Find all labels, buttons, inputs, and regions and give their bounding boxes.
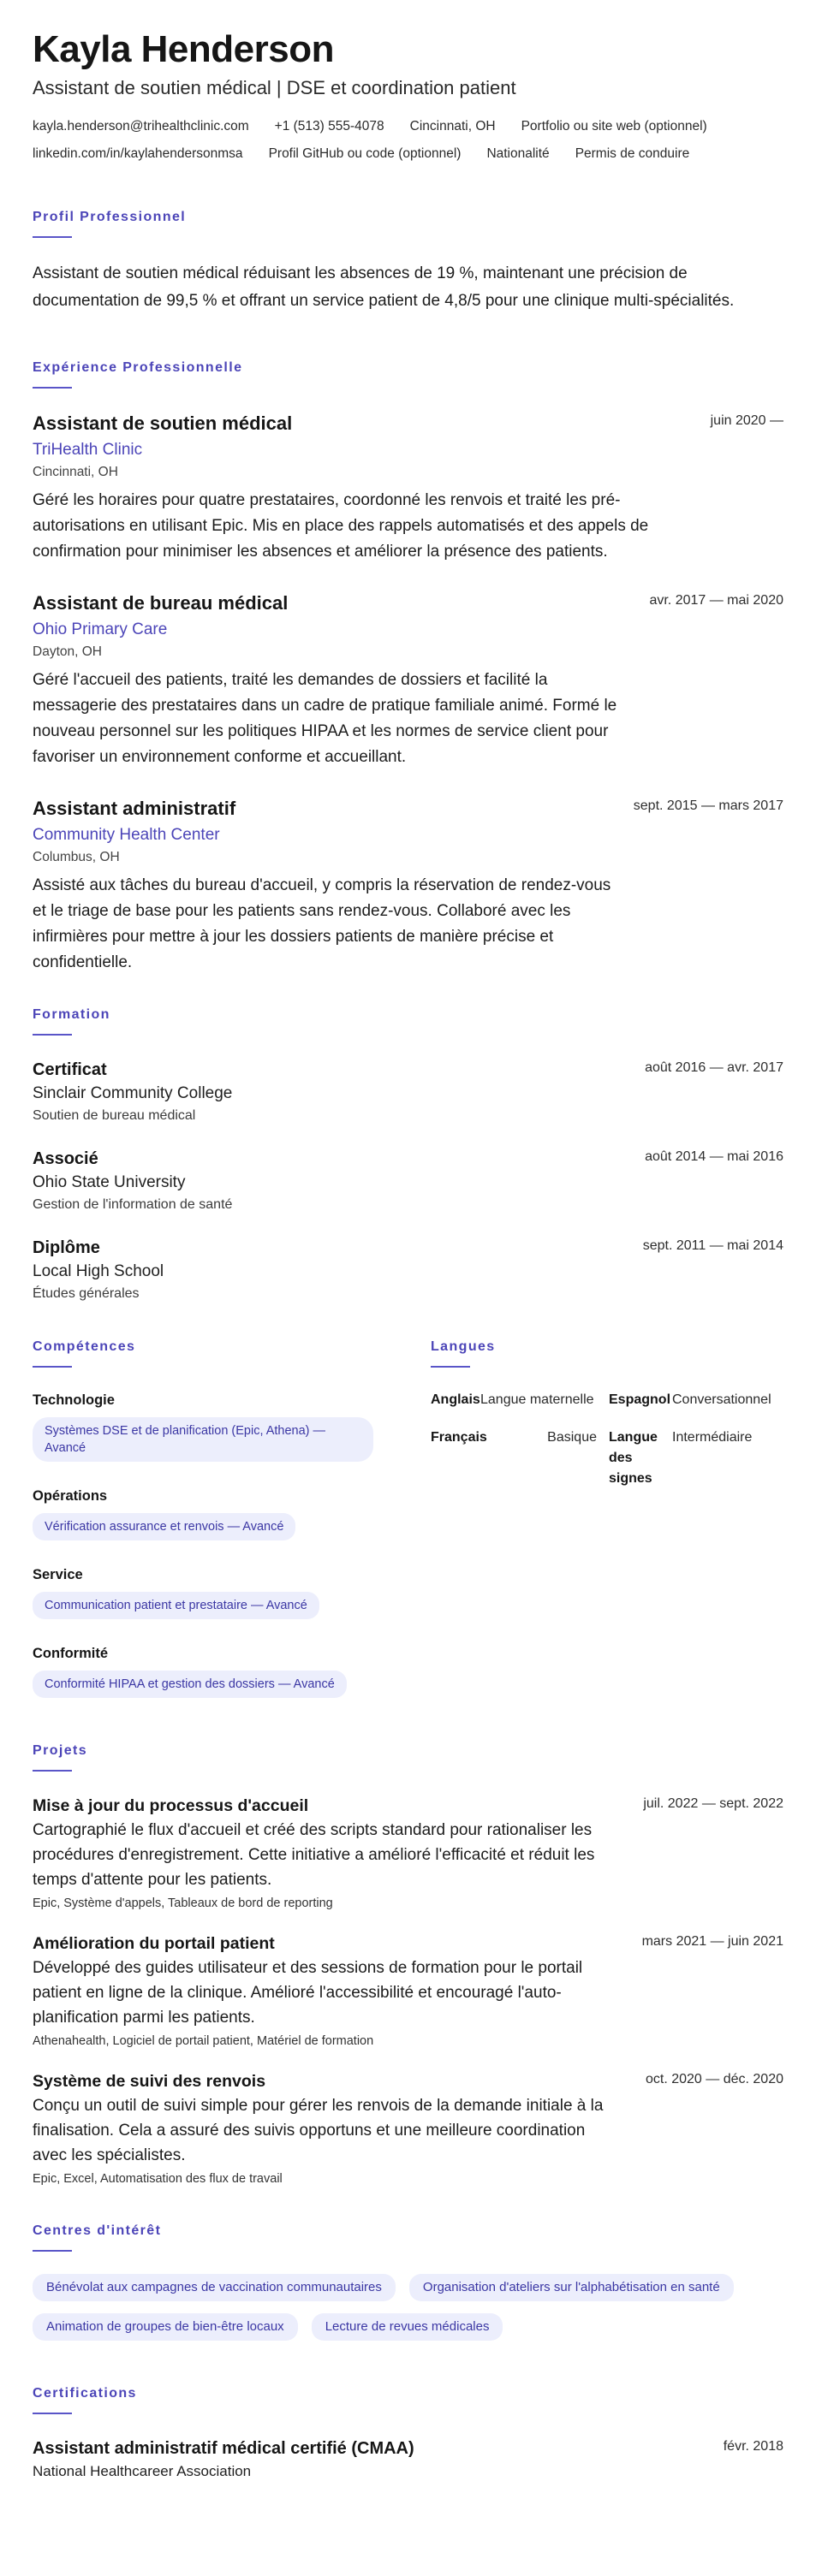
project-entry (33, 1932, 783, 2051)
contact-license: Permis de conduire (575, 146, 690, 161)
section-divider (33, 2250, 72, 2252)
section-divider (33, 1034, 72, 1036)
contact-list (33, 116, 783, 164)
experience-entry (33, 411, 783, 565)
language-level: Intermédiaire (672, 1430, 753, 1445)
languages-section (431, 1338, 783, 1722)
job-dates: sept. 2015 — mars 2017 (633, 798, 783, 813)
job-title: Assistant de bureau médical (33, 592, 289, 614)
section-divider (33, 387, 72, 389)
job-location: Dayton, OH (33, 644, 102, 659)
project-description: Conçu un outil de suivi simple pour gérer les renvois de la demande initiale à la finalisation. Cela a assuré des suivis opportuns et une meilleure coordination avec les spécialistes. (33, 2097, 604, 2164)
project-dates: juil. 2022 — sept. 2022 (643, 1796, 783, 1811)
section-title-languages: Langues (431, 1339, 496, 1354)
job-location: Cincinnati, OH (33, 465, 118, 479)
company-name: Community Health Center (33, 826, 220, 844)
skill-category: Conformité (33, 1646, 108, 1661)
skills-languages-row (33, 1338, 783, 1722)
certifications-section (33, 2385, 783, 2483)
language-name: Espagnol (609, 1392, 671, 1407)
education-entry (33, 1236, 783, 1304)
degree: Diplôme (33, 1238, 100, 1257)
language-level: Basique (547, 1430, 597, 1445)
project-technologies: Epic, Excel, Automatisation des flux de travail (33, 2172, 283, 2186)
project-name: Amélioration du portail patient (33, 1934, 275, 1953)
interest-chip: Lecture de revues médicales (312, 2313, 503, 2341)
skills-section (33, 1338, 398, 1722)
project-description: Développé des guides utilisateur et des sessions de formation pour le portail patient en ligne de la clinique. Amélioré l'accessibilité et encouragé l'auto-planification parmi les patients. (33, 1959, 583, 2027)
section-divider (431, 1366, 470, 1368)
contact-nationality: Nationalité (486, 146, 550, 161)
education-dates: août 2016 — avr. 2017 (645, 1060, 783, 1075)
projects-section (33, 1742, 783, 2188)
experience-section (33, 359, 783, 976)
language-list (431, 1390, 783, 1489)
company-name: TriHealth Clinic (33, 441, 143, 459)
interests-section (33, 2223, 783, 2341)
skill-chip: Communication patient et prestataire — Avancé (33, 1592, 319, 1619)
certification-date: févr. 2018 (723, 2439, 783, 2454)
section-title-projects: Projets (33, 1743, 88, 1758)
certification-issuer: National Healthcareer Association (33, 2463, 252, 2479)
degree: Associé (33, 1149, 98, 1168)
experience-entry (33, 796, 783, 976)
section-title-profile: Profil Professionnel (33, 210, 187, 224)
school-name: Sinclair Community College (33, 1084, 233, 1102)
section-divider (33, 2413, 72, 2414)
project-entry (33, 2069, 783, 2188)
interest-chip: Bénévolat aux campagnes de vaccination communautaires (33, 2274, 396, 2301)
section-divider (33, 1366, 72, 1368)
interest-chip: Organisation d'ateliers sur l'alphabétisation en santé (409, 2274, 734, 2301)
field-of-study: Gestion de l'information de santé (33, 1197, 233, 1212)
language-name: Langue des signes (609, 1430, 658, 1486)
project-dates: oct. 2020 — déc. 2020 (646, 2072, 783, 2086)
project-name: Mise à jour du processus d'accueil (33, 1796, 309, 1815)
job-title: Assistant de soutien médical (33, 413, 293, 434)
project-technologies: Epic, Système d'appels, Tableaux de bord de reporting (33, 1896, 333, 1910)
field-of-study: Soutien de bureau médical (33, 1108, 196, 1123)
job-location: Columbus, OH (33, 850, 120, 864)
certification-name: Assistant administratif médical certifié (CMAA) (33, 2439, 414, 2458)
contact-email[interactable]: kayla.henderson@trihealthclinic.com (33, 119, 249, 134)
interest-chip: Animation de groupes de bien-être locaux (33, 2313, 298, 2341)
project-entry (33, 1794, 783, 1913)
skill-chip: Systèmes DSE et de planification (Epic, Athena) — Avancé (33, 1417, 373, 1462)
project-description: Cartographié le flux d'accueil et créé des scripts standard pour rationaliser les procédures d'enregistrement. Cette initiative a amélioré l'efficacité et réduit les temps d'attente pour les patients. (33, 1821, 595, 1889)
interest-list (33, 2274, 783, 2341)
job-title: Assistant administratif (33, 798, 236, 819)
degree: Certificat (33, 1060, 107, 1079)
headline: Assistant de soutien médical | DSE et coordination patient (33, 77, 516, 98)
skill-chip: Vérification assurance et renvois — Avancé (33, 1513, 295, 1540)
skill-category: Technologie (33, 1392, 115, 1408)
skill-chip: Conformité HIPAA et gestion des dossiers — Avancé (33, 1671, 347, 1698)
profile-section (33, 209, 783, 315)
experience-entry (33, 591, 783, 770)
language-name: Français (431, 1430, 487, 1445)
contact-phone[interactable]: +1 (513) 555-4078 (274, 119, 384, 134)
contact-portfolio[interactable]: Portfolio ou site web (optionnel) (521, 119, 707, 134)
project-dates: mars 2021 — juin 2021 (641, 1934, 783, 1949)
job-description: Géré les horaires pour quatre prestataires, coordonné les renvois et traité les pré-autorisations en utilisant Epic. Mis en place des rappels automatisés et des appels de confirmation pour minimiser les absences et améliorer la présence des patients. (33, 491, 649, 561)
contact-location: Cincinnati, OH (409, 119, 496, 134)
job-description: Assisté aux tâches du bureau d'accueil, y compris la réservation de rendez-vous et le triage de base pour les patients sans rendez-vous. Collaboré avec les infirmières pour mettre à jour les dossiers patients de manière précise et confidentielle. (33, 876, 611, 971)
language-level: Langue maternelle (480, 1392, 594, 1407)
contact-linkedin[interactable]: linkedin.com/in/kaylahendersonmsa (33, 146, 243, 161)
candidate-name: Kayla Henderson (33, 28, 334, 70)
language-name: Anglais (431, 1392, 480, 1407)
company-name: Ohio Primary Care (33, 620, 168, 638)
job-dates: avr. 2017 — mai 2020 (649, 593, 783, 608)
section-divider (33, 1770, 72, 1772)
project-technologies: Athenahealth, Logiciel de portail patient, Matériel de formation (33, 2034, 374, 2048)
education-section (33, 1006, 783, 1304)
project-name: Système de suivi des renvois (33, 2072, 266, 2091)
contact-github[interactable]: Profil GitHub ou code (optionnel) (268, 146, 462, 161)
profile-summary: Assistant de soutien médical réduisant les absences de 19 %, maintenant une précision de documentation de 99,5 % et offrant un service patient de 4,8/5 pour une clinique multi-spécialités. (33, 264, 735, 310)
certification-entry (33, 2437, 783, 2483)
language-level: Conversationnel (672, 1392, 771, 1407)
section-divider (33, 236, 72, 238)
section-title-experience: Expérience Professionnelle (33, 360, 243, 375)
school-name: Ohio State University (33, 1173, 186, 1191)
job-dates: juin 2020 — (710, 413, 783, 428)
school-name: Local High School (33, 1262, 164, 1280)
education-dates: août 2014 — mai 2016 (645, 1149, 783, 1164)
skill-category: Service (33, 1567, 83, 1582)
section-title-education: Formation (33, 1007, 110, 1022)
section-title-certifications: Certifications (33, 2386, 137, 2401)
job-description: Géré l'accueil des patients, traité les demandes de dossiers et facilité la messagerie des prestataires dans un cadre de pratique familiale animé. Formé le nouveau personnel sur les politiques HIPAA et les normes de service client pour favoriser un environnement conforme et accueillant. (33, 671, 617, 766)
section-title-interests: Centres d'intérêt (33, 2223, 162, 2238)
education-dates: sept. 2011 — mai 2014 (642, 1238, 783, 1253)
education-entry (33, 1147, 783, 1215)
skill-category: Opérations (33, 1488, 108, 1504)
education-entry (33, 1058, 783, 1126)
section-title-skills: Compétences (33, 1339, 136, 1354)
field-of-study: Études générales (33, 1286, 140, 1301)
